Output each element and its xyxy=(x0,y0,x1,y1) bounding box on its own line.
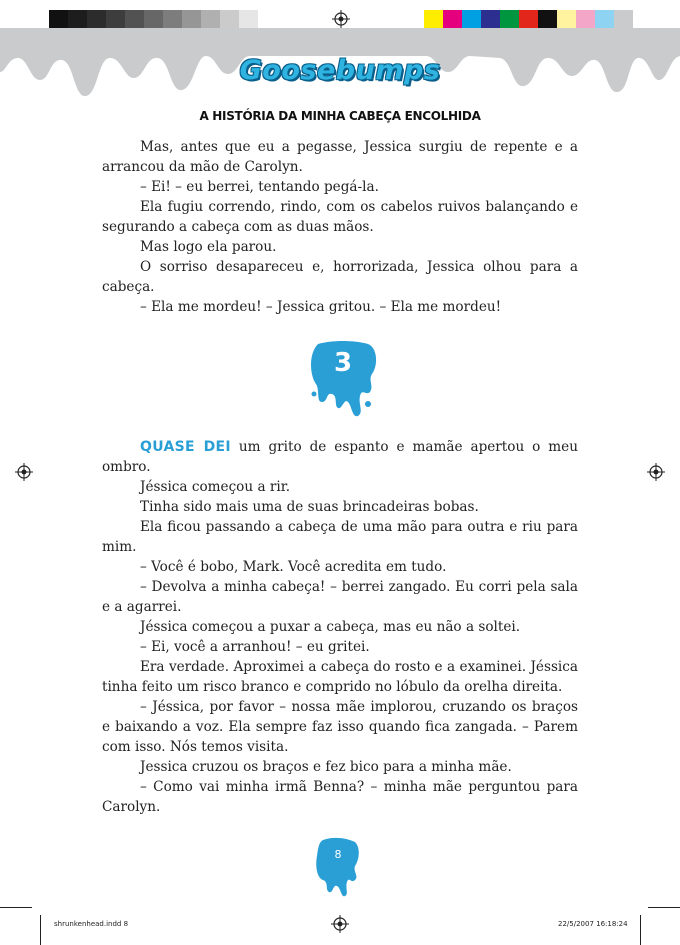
color-swatch xyxy=(576,10,595,30)
color-swatch xyxy=(144,10,163,30)
color-swatch xyxy=(481,10,500,30)
paragraph: O sorriso desapareceu e, horrorizada, Jessica olhou para a cabeça. xyxy=(102,259,578,295)
paragraph: Jéssica começou a rir. xyxy=(140,479,291,495)
process-color-bar xyxy=(424,10,633,30)
paragraph: – Ei! – eu berrei, tentando pegá-la. xyxy=(140,179,379,195)
paragraph-rest: um grito de espanto e mamãe apertou o meu ombro. xyxy=(102,439,578,475)
paragraph: – Como vai minha irmã Benna? – minha mãe perguntou para Carolyn. xyxy=(102,779,578,815)
registration-mark-icon xyxy=(332,10,350,28)
color-swatch xyxy=(443,10,462,30)
crop-mark xyxy=(648,907,680,908)
goosebumps-logo: Goosebumps xyxy=(239,55,441,86)
color-swatch xyxy=(239,10,258,30)
paragraph: Jessica cruzou os braços e fez bico para a minha mãe. xyxy=(140,759,512,775)
chapter-first-paragraph xyxy=(102,437,578,477)
crop-mark xyxy=(0,907,32,908)
registration-mark-icon xyxy=(15,463,33,481)
color-swatch xyxy=(500,10,519,30)
book-title: A HISTÓRIA DA MINHA CABEÇA ENCOLHIDA xyxy=(199,109,481,123)
paragraph: – Ei, você a arranhou! – eu gritei. xyxy=(140,639,370,655)
paragraph: Jéssica começou a puxar a cabeça, mas eu não a soltei. xyxy=(140,619,521,635)
paragraph: – Você é bobo, Mark. Você acredita em tudo. xyxy=(140,559,447,575)
chapter-number: 3 xyxy=(333,348,353,378)
paragraph: Ela ficou passando a cabeça de uma mão para outra e riu para mim. xyxy=(102,519,578,555)
color-swatch xyxy=(201,10,220,30)
text-block-top xyxy=(102,137,578,317)
color-swatch xyxy=(462,10,481,30)
paragraph: Era verdade. Aproximei a cabeça do rosto e a examinei. Jéssica tinha feito um risco branco e comprido no lóbulo da orelha direita. xyxy=(102,659,578,695)
color-swatch xyxy=(220,10,239,30)
page-number-badge xyxy=(315,836,361,898)
color-swatch xyxy=(182,10,201,30)
registration-mark-icon xyxy=(647,463,665,481)
paragraph: – Jéssica, por favor – nossa mãe implorou, cruzando os braços e baixando a voz. Ela sempre faz isso quando fica zangada. – Parem com isso. Nós temos visita. xyxy=(102,699,578,755)
crop-mark xyxy=(640,915,641,945)
crop-mark xyxy=(40,915,41,945)
text-block-chapter xyxy=(102,437,578,817)
color-swatch xyxy=(49,10,68,30)
registration-mark-icon xyxy=(331,915,349,933)
color-swatch xyxy=(163,10,182,30)
color-swatch xyxy=(557,10,576,30)
chapter-lead-words: QUASE DEI xyxy=(140,439,231,455)
paragraph: Mas logo ela parou. xyxy=(140,239,277,255)
chapter-badge xyxy=(308,340,378,418)
color-swatch xyxy=(614,10,633,30)
paragraph: Mas, antes que eu a pegasse, Jessica surgiu de repente e a arrancou da mão de Carolyn. xyxy=(102,139,578,175)
paragraph: Tinha sido mais uma de suas brincadeiras bobas. xyxy=(140,499,479,515)
slime-splat-icon xyxy=(315,836,361,898)
paragraph: – Devolva a minha cabeça! – berrei zangado. Eu corri pela sala e a agarrei. xyxy=(102,579,578,615)
color-swatch xyxy=(519,10,538,30)
color-swatch xyxy=(595,10,614,30)
paragraph: – Ela me mordeu! – Jessica gritou. – Ela me mordeu! xyxy=(140,299,502,315)
color-swatch xyxy=(106,10,125,30)
color-swatch xyxy=(125,10,144,30)
footer-timestamp: 22/5/2007 16:18:24 xyxy=(558,920,628,928)
color-swatch xyxy=(538,10,557,30)
page-number: 8 xyxy=(334,848,342,861)
color-swatch xyxy=(68,10,87,30)
paragraph: Ela fugiu correndo, rindo, com os cabelos ruivos balançando e segurando a cabeça com as duas mãos. xyxy=(102,199,578,235)
footer-file-name: shrunkenhead.indd 8 xyxy=(54,920,129,928)
color-swatch xyxy=(424,10,443,30)
grayscale-color-bar xyxy=(49,10,258,30)
color-swatch xyxy=(87,10,106,30)
